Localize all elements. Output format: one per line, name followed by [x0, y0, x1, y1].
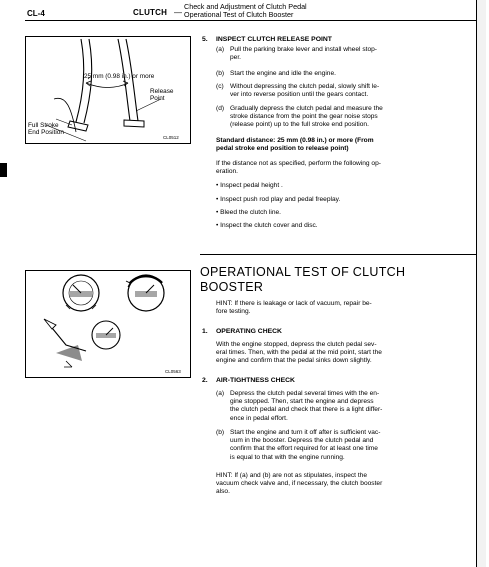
item-line: stroke distance from the point the gear noise stops [230, 113, 378, 121]
figure-label-release-2: Point [150, 95, 165, 102]
body-line: With the engine stopped, depress the clutch pedal sev- [216, 341, 377, 348]
page-side-bar [476, 0, 486, 567]
figure-label-distance: 25 mm (0.98 in.) or more [84, 73, 155, 80]
hint2-line-1: HINT: If (a) and (b) are not as stipulates, inspect the [216, 472, 367, 479]
item-line: confirm that the effort required for at least one time [230, 445, 378, 453]
item-line: Pull the parking brake lever and install wheel stop- [230, 46, 377, 53]
section-tab-marker [0, 163, 7, 177]
standard-distance-line-2: pedal stroke end position to release point) [216, 145, 349, 152]
item-label: (b) [216, 70, 225, 77]
figure-booster-test [25, 270, 191, 378]
hint2-line-3: also. [216, 488, 230, 495]
step-heading: OPERATING CHECK [216, 328, 282, 335]
figure-label-full-1: Full Stroke [28, 122, 59, 129]
note-line-1: If the distance not as specified, perform the following op- [216, 160, 381, 167]
header-dash: — [174, 8, 182, 17]
item-line: the clutch pedal and check that there is a light differ- [230, 406, 383, 414]
step-heading: INSPECT CLUTCH RELEASE POINT [216, 36, 332, 43]
standard-distance-line-1: Standard distance: 25 mm (0.98 in.) or more (From [216, 137, 374, 144]
note-line-2: eration. [216, 168, 238, 175]
body-line: eral times. Then, with the pedal at the mid point, start the [216, 349, 382, 356]
item-line: ver into reverse position until the gears contact. [230, 91, 369, 99]
item-label: (d) [216, 105, 225, 112]
bullet-text: Inspect the clutch cover and disc. [220, 222, 318, 229]
step-heading: AIR-TIGHTNESS CHECK [216, 377, 295, 384]
step-number: 2. [202, 377, 208, 384]
bullet-item: • Bleed the clutch line. [216, 209, 281, 216]
figure-code: CL0512 [163, 135, 179, 140]
header-rule [25, 20, 477, 21]
item-line: Start the engine and turn it off after is sufficient vac- [230, 429, 381, 436]
section-divider [200, 254, 476, 255]
hint-line-2: fore testing. [216, 308, 251, 315]
item-line: is equal to that with the engine running. [230, 453, 345, 461]
hint-line-1: HINT: If there is leakage or lack of vacuum, repair be- [216, 300, 372, 307]
bullet-text: Bleed the clutch line. [220, 209, 281, 216]
bullet-item: • Inspect pedal height . [216, 182, 283, 189]
item-label: (c) [216, 83, 224, 90]
body-line: engine and confirm that the pedal sinks down slightly. [216, 357, 372, 364]
bullet-item: • Inspect the clutch cover and disc. [216, 222, 318, 229]
section-title-line-1: OPERATIONAL TEST OF CLUTCH [200, 265, 406, 279]
section-name: CLUTCH [133, 8, 168, 17]
figure-label-full-2: End Position [28, 129, 64, 136]
section-title-line-2: BOOSTER [200, 280, 264, 294]
item-line: ence in pedal effort. [230, 414, 288, 422]
item-label: (b) [216, 429, 225, 436]
figure-code: CL0563 [165, 369, 181, 374]
item-line: uum in the booster. Depress the clutch pedal and [230, 437, 374, 445]
figure-label-release-1: Release [150, 88, 174, 95]
header-title-line-1: Check and Adjustment of Clutch Pedal [184, 2, 307, 11]
item-line: gine stopped. Then, start the engine and depress [230, 398, 374, 406]
item-line: Depress the clutch pedal several times with the en- [230, 390, 380, 397]
header-title-line-2: Operational Test of Clutch Booster [184, 10, 294, 19]
bullet-item: • Inspect push rod play and pedal freeplay. [216, 196, 341, 203]
item-line: (release point) up to the full stroke end position. [230, 121, 369, 129]
figure-pedal-release-point [25, 36, 191, 144]
item-line: per. [230, 54, 241, 62]
bullet-text: Inspect pedal height . [220, 182, 283, 189]
step-number: 1. [202, 328, 208, 335]
step-number: 5. [202, 36, 208, 43]
hint2-line-2: vacuum check valve and, if necessary, the clutch booster [216, 480, 383, 487]
item-label: (a) [216, 46, 225, 53]
item-line: Gradually depress the clutch pedal and measure the [230, 105, 383, 112]
item-line: Start the engine and idle the engine. [230, 70, 336, 77]
item-label: (a) [216, 390, 225, 397]
bullet-text: Inspect push rod play and pedal freeplay. [220, 196, 341, 203]
page-code: CL-4 [27, 9, 45, 18]
gauge-diagram-icon [26, 271, 190, 377]
item-line: Without depressing the clutch pedal, slowly shift le- [230, 83, 380, 90]
